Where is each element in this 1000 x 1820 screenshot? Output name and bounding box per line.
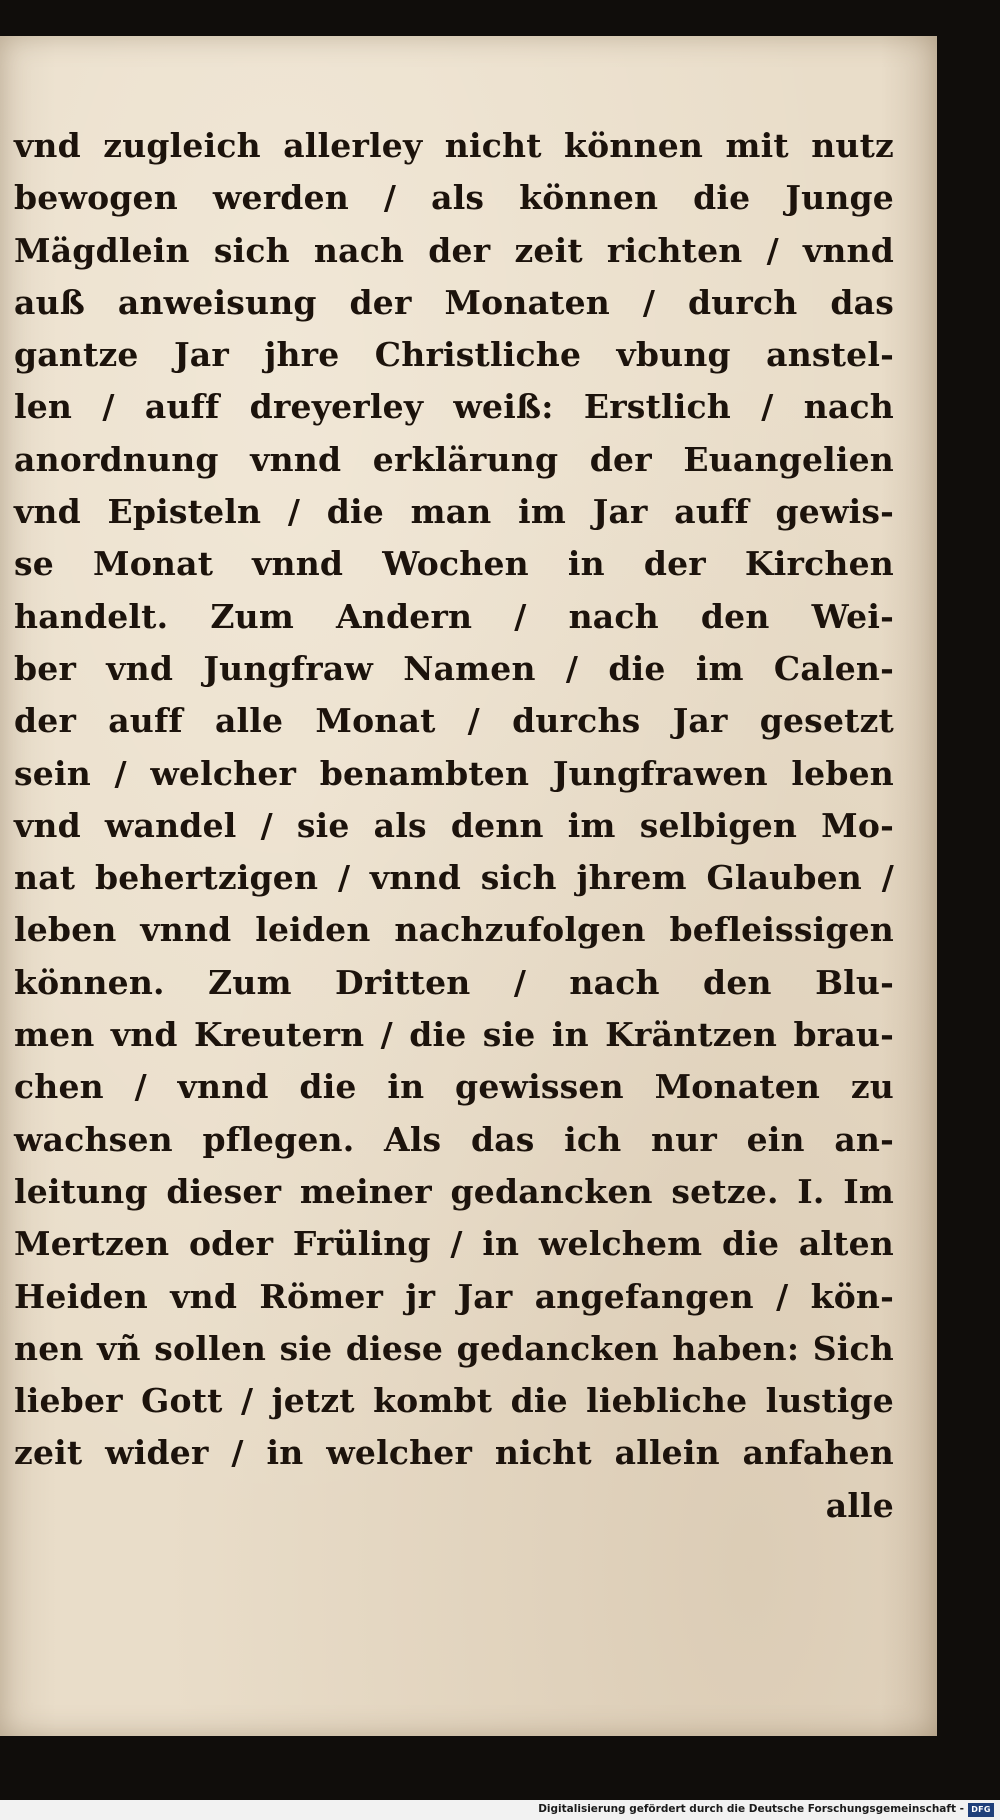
text-line: lieber Gott / jetzt kombt die liebliche lustige [14,1381,894,1421]
text-line: bewogen werden / als können die Junge [14,178,894,218]
text-line: leitung dieser meiner gedancken setze. I. Im [14,1171,894,1211]
text-line: können. Zum Dritten / nach den Blu- [14,962,894,1002]
funding-credit-text: Digitalisierung gefördert durch die Deutsche Forschungsgemeinschaft - [538,1803,964,1815]
text-line: gantze Jar jhre Christliche vbung anstel- [14,335,894,375]
text-line: Heiden vnd Römer jr Jar angefangen / kön- [14,1276,894,1316]
text-line: vnd zugleich allerley nicht können mit nutz [14,126,894,165]
text-line: handelt. Zum Andern / nach den Wei- [14,596,894,636]
text-line: nen vñ sollen sie diese gedancken haben: Sich [14,1328,894,1368]
text-line: sein / welcher benambten Jungfrawen leben [14,753,894,793]
text-line: Mägdlein sich nach der zeit richten / vnnd [14,230,894,270]
text-line: ber vnd Jungfraw Namen / die im Calen- [14,648,894,688]
text-line: zeit wider / in welcher nicht allein anfahen [14,1433,894,1473]
text-line: wachsen pflegen. Als das ich nur ein an- [14,1119,894,1159]
text-line: leben vnnd leiden nachzufolgen befleissigen [14,910,894,950]
digitization-credit-bar [0,1800,1000,1820]
text-line: len / auff dreyerley weiß: Erstlich / nach [14,387,894,427]
text-line: se Monat vnnd Wochen in der Kirchen [14,544,894,584]
body-text [14,120,894,1532]
book-page [0,36,937,1736]
text-line: men vnd Kreutern / die sie in Kräntzen brau- [14,1015,894,1055]
text-line: anordnung vnnd erklärung der Euangelien [14,439,894,479]
catchword: alle [825,1485,894,1525]
dfg-logo: DFG [968,1803,994,1817]
text-line: chen / vnnd die in gewissen Monaten zu [14,1067,894,1107]
text-line: nat behertzigen / vnnd sich jhrem Glauben / [14,858,894,898]
text-line: auß anweisung der Monaten / durch das [14,282,894,322]
text-line: vnd wandel / sie als denn im selbigen Mo- [14,805,894,845]
text-line: der auff alle Monat / durchs Jar gesetzt [14,701,894,741]
text-line: vnd Episteln / die man im Jar auff gewis- [14,492,894,532]
text-line: Mertzen oder Früling / in welchem die alten [14,1224,894,1264]
